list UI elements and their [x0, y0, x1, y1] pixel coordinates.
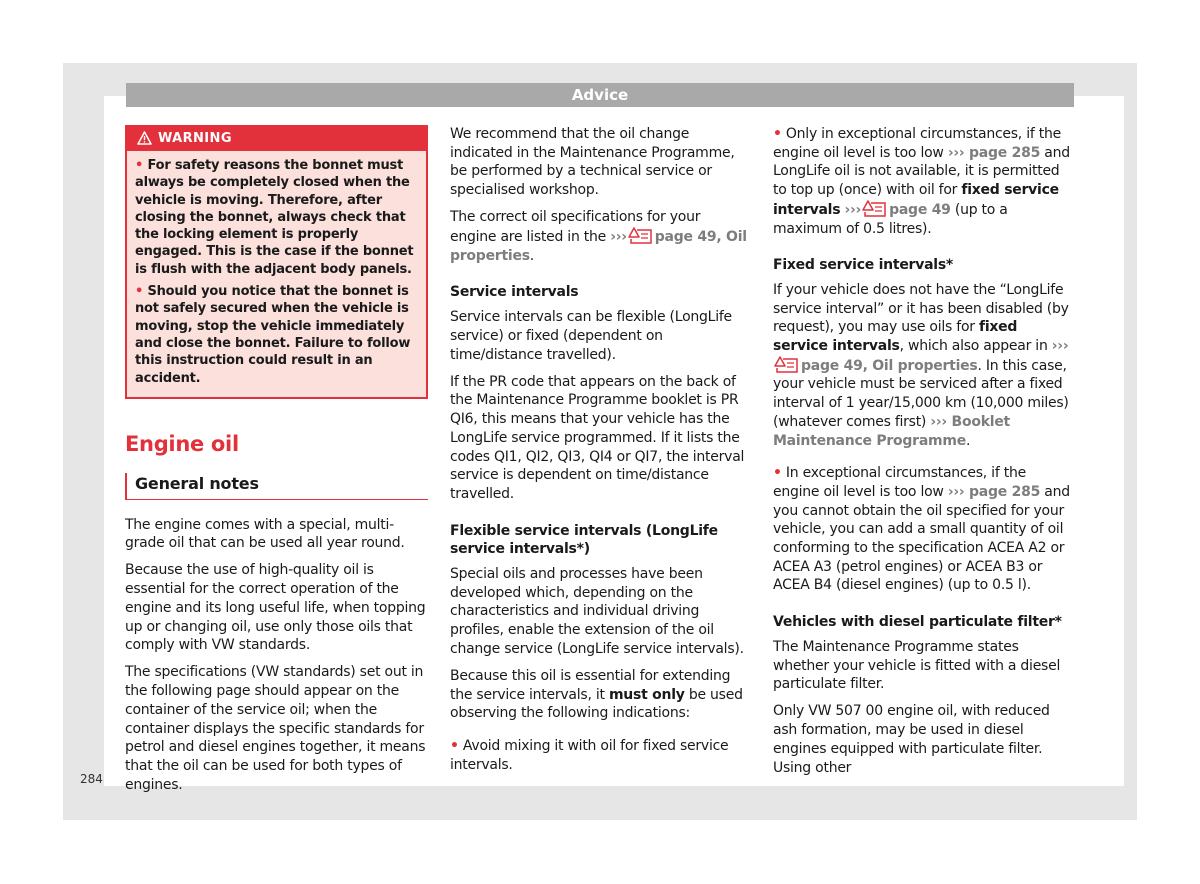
- warning-item: [135, 283, 416, 387]
- arrow-icon: ›››: [947, 483, 965, 500]
- reference-text: Booklet Maintenance Programme: [773, 413, 1011, 449]
- bullet-text: Avoid mixing it with oil for fixed service intervals.: [450, 738, 729, 773]
- warning-item-text: For safety reasons the bonnet must always be completely closed when the vehicle is moving. Therefore, after closing the bonnet, always check that the locking element is properly engaged. This is the case if the bonnet is flush with the adjacent body panels.: [135, 158, 414, 277]
- column-1: [125, 125, 428, 803]
- text: and LongLife oil is not available, it is permitted to top up (once) with oil for: [773, 144, 1070, 199]
- paragraph: The specifications (VW standards) set out in the following page should appear on the container of the service oil; when the container displays the specific standards for petrol and diesel engines together, it means that the oil can be used for both types of engines.: [125, 664, 426, 793]
- arrow-icon: ›››: [610, 229, 627, 246]
- bullet-item: [773, 125, 1073, 238]
- paragraph: Special oils and processes have been developed which, depending on the characteristics and individual driving profiles, enable the extension of the oil change service (LongLife service intervals).: [450, 566, 744, 657]
- text: If your vehicle does not have the “LongLife service interval” or it has been disabled (by request), you may use oils for: [773, 281, 1069, 336]
- paragraph: The Maintenance Programme states whether your vehicle is fitted with a diesel particulate filter.: [773, 638, 1061, 693]
- subsection-title: General notes: [125, 473, 428, 500]
- arrow-icon: ›››: [930, 413, 947, 430]
- reference-text: page 49: [889, 201, 951, 218]
- text: (up to a maximum of 0.5 litres).: [773, 201, 1008, 237]
- reference-text: page 285: [969, 144, 1041, 161]
- text: .: [529, 247, 534, 264]
- bullet-icon: •: [135, 158, 144, 173]
- warning-book-icon: [628, 227, 652, 244]
- section-title: Engine oil: [125, 431, 239, 456]
- text: Only in exceptional circumstances, if the engine oil level is too low: [773, 126, 1061, 161]
- bullet-icon: •: [773, 465, 782, 482]
- bullet-icon: •: [773, 126, 782, 142]
- paragraph: If the PR code that appears on the back of the Maintenance Programme booklet is PR QI6, this means that your vehicle has the LongLife service programmed. If it lists the codes QI1, QI2, QI3, QI4 or QI7, the interval service is dependent on time/distance travelled.: [450, 373, 745, 502]
- page-reference-link[interactable]: [948, 145, 1040, 161]
- warning-item-text: Should you notice that the bonnet is not safely secured when the vehicle is moving, stop the vehicle immediately and close the bonnet. Failure to follow this instruction could result in an accident.: [135, 284, 411, 386]
- bold-text: fixed service intervals: [773, 182, 1059, 218]
- warning-item: [135, 157, 416, 278]
- warning-title: WARNING: [158, 131, 232, 146]
- page-number: 284: [80, 772, 103, 786]
- text: Because this oil is essential for extending the service intervals, it: [450, 668, 731, 703]
- warning-triangle-icon: [137, 131, 152, 145]
- paragraph: Because the use of high-quality oil is essential for the correct operation of the engine and its long useful life, when topping up or changing oil, use only those oils that comply with VW standards.: [125, 562, 426, 654]
- arrow-icon: ›››: [1051, 338, 1069, 355]
- arrow-icon: ›››: [844, 201, 862, 218]
- paragraph: [773, 281, 1073, 450]
- paragraph: We recommend that the oil change indicated in the Maintenance Programme, be performed by a technical service or specialised workshop.: [450, 126, 735, 199]
- advice-header-bar: Advice: [126, 83, 1074, 107]
- reference-text: page 49, Oil properties: [801, 357, 978, 374]
- text: , which also appear in: [899, 338, 1048, 355]
- warning-body: [127, 151, 426, 397]
- text: In exceptional circumstances, if the engine oil level is too low: [773, 465, 1026, 500]
- text: The correct oil specifications for your engine are listed in the: [450, 209, 701, 246]
- text: .: [965, 432, 971, 449]
- warning-book-icon: [862, 200, 886, 217]
- warning-box: [125, 125, 428, 399]
- bullet-icon: •: [450, 738, 459, 755]
- bullet-item: [773, 464, 1073, 595]
- bold-text: fixed service intervals: [773, 319, 1018, 355]
- paragraph: Service intervals can be flexible (LongLife service) or fixed (dependent on time/distance travelled).: [450, 309, 732, 363]
- arrow-icon: ›››: [947, 144, 965, 161]
- text: be used observing the following indications:: [450, 686, 743, 722]
- reference-text: page 49, Oil properties: [450, 229, 747, 264]
- page-reference-link[interactable]: [948, 484, 1040, 500]
- paragraph: [450, 208, 750, 265]
- heading-diesel-filter: Vehicles with diesel particulate filter*: [773, 614, 1062, 631]
- column-3: [773, 125, 1073, 786]
- text: and you cannot obtain the oil specified for your vehicle, you can add a small quantity of oil conforming to the specification ACEA A2 or ACEA A3 (petrol engines) or ACEA B3 or ACEA B4 (diesel engines) (up to 0.5 l).: [773, 483, 1070, 594]
- paragraph: Only VW 507 00 engine oil, with reduced ash formation, may be used in diesel engines equipped with particulate filter. Using other: [773, 703, 1050, 776]
- bullet-icon: •: [135, 284, 144, 300]
- heading-flexible-intervals: Flexible service intervals (LongLife service intervals*): [450, 522, 718, 558]
- reference-text: page 285: [969, 483, 1041, 500]
- paragraph: The engine comes with a special, multi-grade oil that can be used all year round.: [125, 516, 405, 552]
- bold-text: must only: [608, 686, 685, 703]
- warning-book-icon: [774, 356, 798, 373]
- paragraph: [450, 667, 750, 723]
- heading-fixed-intervals: Fixed service intervals*: [773, 257, 953, 274]
- text: . In this case, your vehicle must be serviced after a fixed interval of 1 year/15,000 km (10,000 miles) (whatever comes first): [773, 357, 1069, 430]
- warning-header: [127, 127, 426, 151]
- bullet-item: [450, 737, 750, 774]
- page-reference-link[interactable]: [845, 202, 951, 218]
- column-2: [450, 125, 750, 783]
- heading-service-intervals: Service intervals: [450, 284, 579, 301]
